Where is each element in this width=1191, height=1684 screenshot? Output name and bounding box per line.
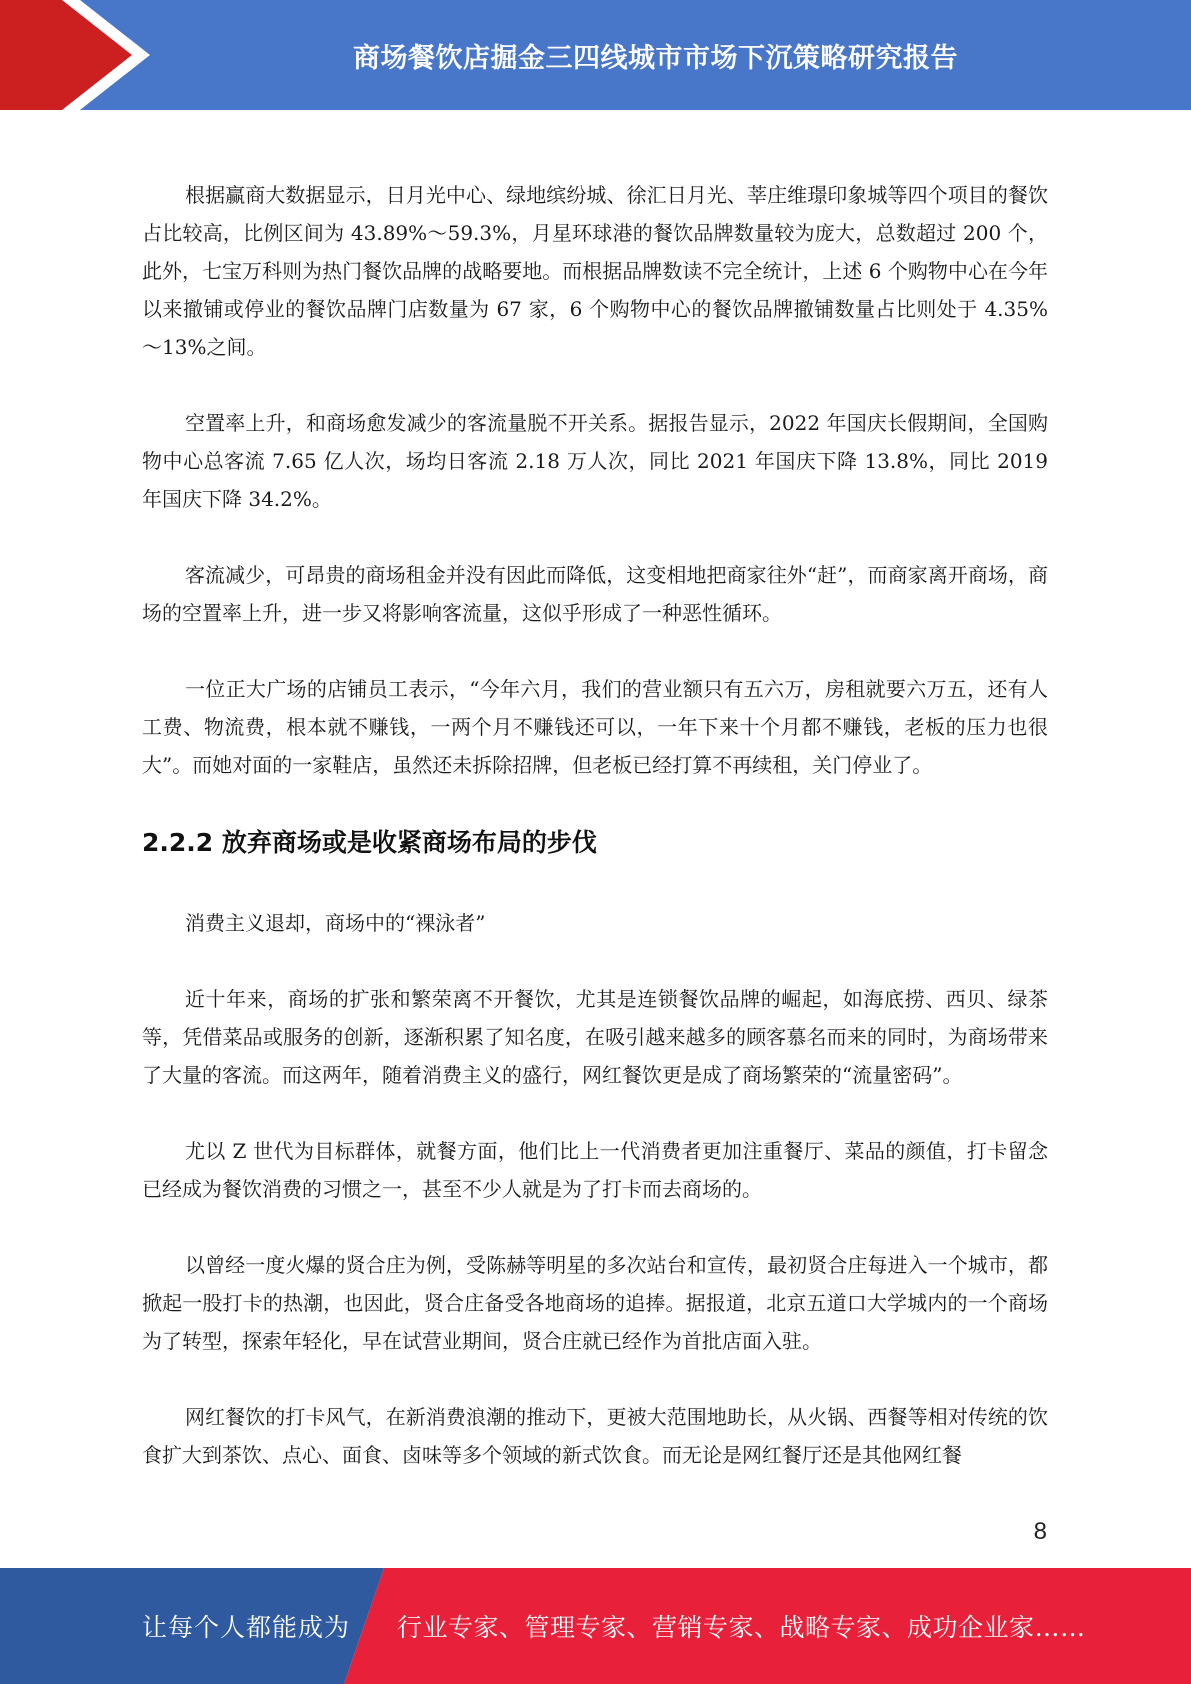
document-title: 商场餐饮店掘金三四线城市市场下沉策略研究报告 (353, 42, 958, 74)
section-heading: 2.2.2 放弃商场或是收紧商场布局的步伐 (142, 828, 597, 857)
paragraph: 空置率上升，和商场愈发减少的客流量脱不开关系。据报告显示，2022 年国庆长假期间，全国购物中心总客流 7.65 亿人次，场均日客流 2.18 万人次，同比 2021 年国庆下降 13.8%，同比 2019 年国庆下降 34.2%。 (142, 411, 1048, 511)
header-banner (0, 0, 1191, 110)
report-body (142, 176, 1048, 1474)
footer-banner (0, 1568, 1191, 1684)
header-red-arrow (0, 0, 132, 110)
paragraph: 根据赢商大数据显示，日月光中心、绿地缤纷城、徐汇日月光、莘庄维璟印象城等四个项目的餐饮占比较高，比例区间为 43.89%～59.3%，月星环球港的餐饮品牌数量较为庞大，总数超过 200 个，此外，七宝万科则为热门餐饮品牌的战略要地。而根据品牌数读不完全统计，上述 6 个购物中心在今年以来撤铺或停业的餐饮品牌门店数量为 67 家，6 个购物中心的餐饮品牌撤铺数量占比则处于 4.35%～13%之间。 (142, 183, 1048, 359)
paragraph: 网红餐饮的打卡风气，在新消费浪潮的推动下，更被大范围地助长，从火锅、西餐等相对传统的饮食扩大到茶饮、点心、面食、卤味等多个领域的新式饮食。而无论是网红餐厅还是其他网红餐 (142, 1405, 1048, 1467)
page-number: 8 (1033, 1518, 1047, 1545)
paragraph: 以曾经一度火爆的贤合庄为例，受陈赫等明星的多次站台和宣传，最初贤合庄每进入一个城市，都掀起一股打卡的热潮，也因此，贤合庄备受各地商场的追捧。据报道，北京五道口大学城内的一个商场为了转型，探索年轻化，早在试营业期间，贤合庄就已经作为首批店面入驻。 (142, 1253, 1048, 1353)
paragraph: 客流减少，可昂贵的商场租金并没有因此而降低，这变相地把商家往外“赶”，而商家离开商场，商场的空置率上升，进一步又将影响客流量，这似乎形成了一种恶性循环。 (142, 563, 1048, 625)
paragraph: 尤以 Z 世代为目标群体，就餐方面，他们比上一代消费者更加注重餐厅、菜品的颜值，打卡留念已经成为餐饮消费的习惯之一，甚至不少人就是为了打卡而去商场的。 (142, 1139, 1048, 1201)
paragraph: 一位正大广场的店铺员工表示，“今年六月，我们的营业额只有五六万，房租就要六万五，还有人工费、物流费，根本就不赚钱，一两个月不赚钱还可以，一年下来十个月都不赚钱，老板的压力也很大”。而她对面的一家鞋店，虽然还未拆除招牌，但老板已经打算不再续租，关门停业了。 (142, 677, 1048, 777)
paragraph: 近十年来，商场的扩张和繁荣离不开餐饮，尤其是连锁餐饮品牌的崛起，如海底捞、西贝、绿茶等，凭借菜品或服务的创新，逐渐积累了知名度，在吸引越来越多的顾客慕名而来的同时，为商场带来了大量的客流。而这两年，随着消费主义的盛行，网红餐饮更是成了商场繁荣的“流量密码”。 (142, 987, 1048, 1087)
footer-slogan-right: 行业专家、管理专家、营销专家、战略专家、成功企业家…… (397, 1613, 1086, 1642)
paragraph: 消费主义退却，商场中的“裸泳者” (185, 911, 486, 935)
footer-slogan-left: 让每个人都能成为 (142, 1613, 351, 1642)
